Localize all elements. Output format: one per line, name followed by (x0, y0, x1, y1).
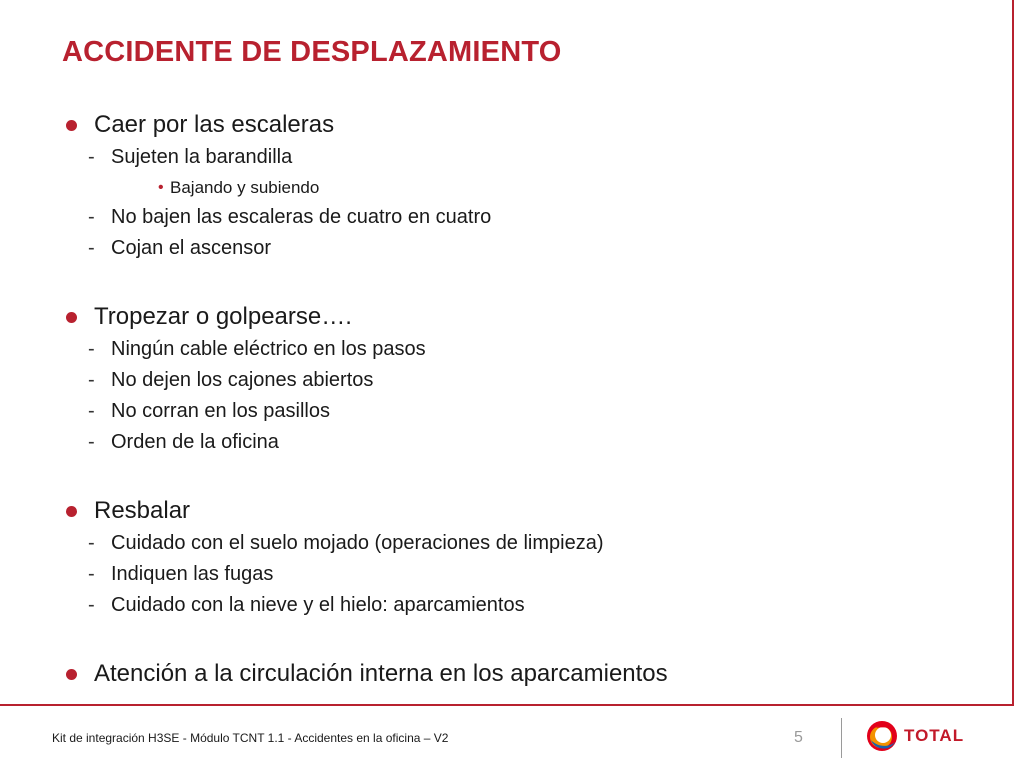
bullet-level-2 (62, 427, 992, 458)
item-text: Orden de la oficina (111, 431, 279, 453)
item-text: Cojan el ascensor (111, 237, 272, 259)
dash-bullet-icon: - (88, 237, 95, 259)
dash-bullet-icon: - (88, 431, 95, 453)
right-accent-rule (1012, 0, 1014, 706)
item-text: No corran en los pasillos (111, 400, 330, 422)
bullet-level-2 (62, 142, 992, 173)
red-dot-bullet-icon (66, 120, 77, 131)
bullet-level-1 (62, 494, 992, 528)
page-number: 5 (794, 729, 803, 746)
bullet-level-2 (62, 528, 992, 559)
logo-wordmark: TOTAL (904, 726, 965, 745)
item-text: No dejen los cajones abiertos (111, 369, 374, 391)
dash-bullet-icon: - (88, 338, 95, 360)
dash-bullet-icon: - (88, 369, 95, 391)
section-heading: Tropezar o golpearse…. (94, 303, 352, 330)
section-tropezar (62, 300, 992, 458)
red-dot-bullet-icon (66, 506, 77, 517)
item-text: Indiquen las fugas (111, 563, 274, 585)
dash-bullet-icon: - (88, 563, 95, 585)
dash-bullet-icon: - (88, 206, 95, 228)
item-text: No bajen las escaleras de cuatro en cuatro (111, 206, 492, 228)
footer-divider (841, 718, 842, 758)
item-text: Ningún cable eléctrico en los pasos (111, 338, 426, 360)
section-heading: Caer por las escaleras (94, 111, 335, 138)
red-dot-bullet-icon (66, 312, 77, 323)
total-logo (864, 718, 964, 754)
dash-bullet-icon: - (88, 400, 95, 422)
section-heading: Atención a la circulación interna en los aparcamientos (94, 660, 668, 687)
footer-text: Kit de integración H3SE - Módulo TCNT 1.1 - Accidentes en la oficina – V2 (52, 731, 449, 745)
sub-item-text: Bajando y subiendo (170, 177, 320, 197)
slide-content (62, 108, 992, 691)
dash-bullet-icon: - (88, 532, 95, 554)
item-text: Sujeten la barandilla (111, 146, 293, 168)
slide-title: ACCIDENTE DE DESPLAZAMIENTO (62, 36, 562, 68)
bullet-level-2 (62, 396, 992, 427)
bullet-level-1 (62, 108, 992, 142)
item-text: Cuidado con el suelo mojado (operaciones de limpieza) (111, 532, 604, 554)
section-circulacion (62, 657, 992, 691)
section-caer (62, 108, 992, 264)
bullet-level-1 (62, 300, 992, 334)
dash-bullet-icon: - (88, 146, 95, 168)
section-heading: Resbalar (94, 497, 191, 524)
bullet-level-2 (62, 559, 992, 590)
bullet-level-2 (62, 334, 992, 365)
bullet-level-2 (62, 202, 992, 233)
section-resbalar (62, 494, 992, 621)
bullet-level-2 (62, 233, 992, 264)
small-bullet-icon: • (158, 178, 164, 196)
bullet-level-3 (62, 173, 992, 202)
dash-bullet-icon: - (88, 594, 95, 616)
bullet-level-2 (62, 590, 992, 621)
total-logo-icon (864, 718, 900, 754)
red-dot-bullet-icon (66, 669, 77, 680)
item-text: Cuidado con la nieve y el hielo: aparcamientos (111, 594, 525, 616)
bullet-level-1 (62, 657, 992, 691)
bullet-level-2 (62, 365, 992, 396)
footer-accent-rule (0, 704, 1014, 706)
